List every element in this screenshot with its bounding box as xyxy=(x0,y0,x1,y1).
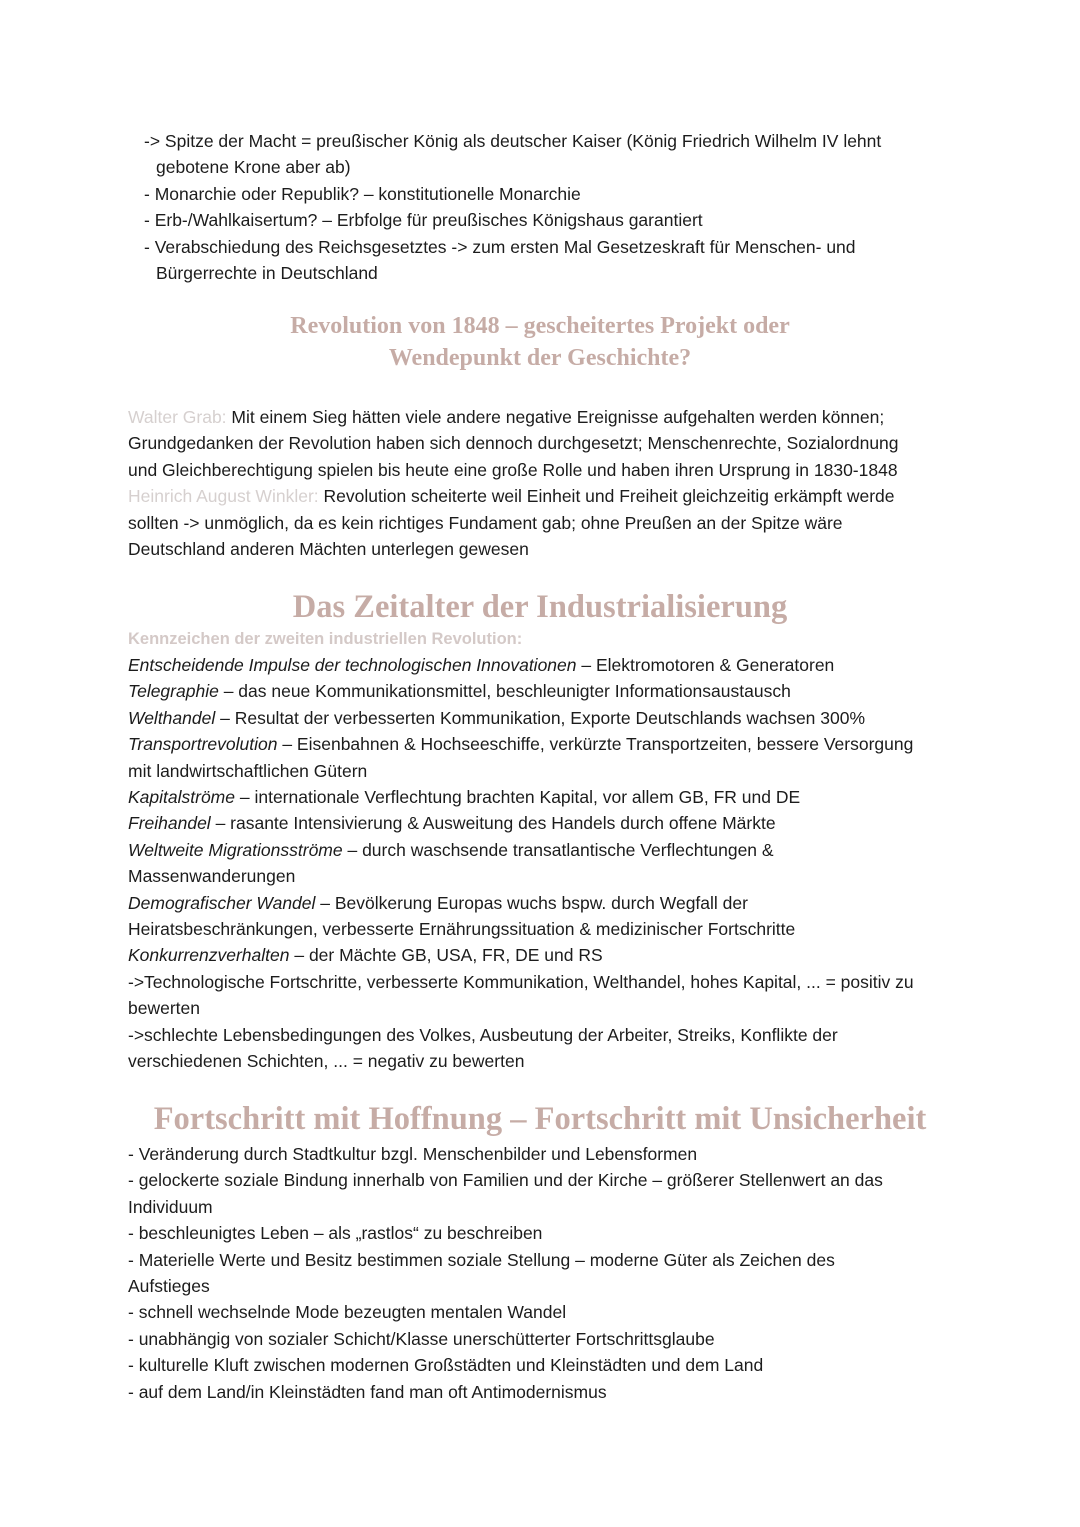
feature-text: – Bevölkerung Europas wuchs bspw. durch Wegfall der xyxy=(315,892,748,913)
progress-heading: Fortschritt mit Hoffnung – Fortschritt mit Unsicherheit xyxy=(153,1101,927,1137)
feature-line xyxy=(128,784,914,810)
historian-label-winkler: Heinrich August Winkler: xyxy=(128,486,319,507)
feature-line xyxy=(128,652,914,678)
industrial-subheading: Kennzeichen der zweiten industriellen Revolution: xyxy=(128,630,523,648)
winkler-paragraph-line: Deutschland anderen Mächten unterlegen gewesen xyxy=(128,539,529,560)
list-item: - unabhängig von sozialer Schicht/Klasse unerschütterter Fortschrittsglaube xyxy=(128,1328,715,1349)
feature-term: Konkurrenzverhalten xyxy=(128,945,290,966)
feature-text: Massenwanderungen xyxy=(128,866,296,887)
feature-line xyxy=(128,731,914,757)
summary-line: bewerten xyxy=(128,998,200,1019)
grab-paragraph-line xyxy=(128,404,899,430)
winkler-paragraph-line xyxy=(128,483,899,509)
list-item: - Materielle Werte und Besitz bestimmen soziale Stellung – moderne Güter als Zeichen des xyxy=(128,1249,835,1270)
feature-text: – das neue Kommunikationsmittel, beschleunigter Informationsaustausch xyxy=(218,681,791,702)
feature-line xyxy=(128,678,914,704)
historian-interpretations xyxy=(128,404,899,562)
list-item: - schnell wechselnde Mode bezeugten mentalen Wandel xyxy=(128,1302,567,1323)
list-item: - beschleunigtes Leben – als „rastlos“ zu beschreiben xyxy=(128,1223,543,1244)
grab-paragraph-line: Grundgedanken der Revolution haben sich dennoch durchgesetzt; Menschenrechte, Sozialordnung xyxy=(128,433,899,454)
grab-text: Mit einem Sieg hätten viele andere negative Ereignisse aufgehalten werden können; xyxy=(226,407,885,427)
list-item-continuation: gebotene Krone aber ab) xyxy=(156,157,351,178)
feature-text: – Elektromotoren & Generatoren xyxy=(576,655,835,675)
feature-text: – der Mächte GB, USA, FR, DE und RS xyxy=(289,945,603,966)
feature-term: Demografischer Wandel xyxy=(128,892,316,913)
feature-line xyxy=(128,942,914,968)
industrial-heading: Das Zeitalter der Industrialisierung xyxy=(292,589,788,625)
feature-term: Kapitalströme xyxy=(128,787,235,808)
feature-term: Telegraphie xyxy=(128,681,219,702)
feature-text: – internationale Verflechtung brachten Kapital, vor allem GB, FR und DE xyxy=(235,787,801,808)
feature-term: Freihandel xyxy=(128,813,211,834)
feature-term: Weltweite Migrationsströme xyxy=(128,839,343,860)
feature-term: Transportrevolution xyxy=(128,734,278,755)
feature-text: – rasante Intensivierung & Ausweitung des Handels durch offene Märkte xyxy=(210,813,776,834)
list-item-continuation: Individuum xyxy=(128,1196,213,1217)
grab-paragraph-line: und Gleichberechtigung spielen bis heute eine große Rolle und haben ihren Ursprung in 1830-1848 xyxy=(128,459,898,480)
feature-text: mit landwirtschaftlichen Gütern xyxy=(128,760,368,781)
feature-line xyxy=(128,916,914,942)
list-item: -> Spitze der Macht = preußischer König als deutscher Kaiser (König Friedrich Wilhelm IV lehnt xyxy=(144,131,882,151)
feature-line xyxy=(128,863,914,889)
historian-label-grab: Walter Grab: xyxy=(128,407,227,427)
feature-term: Welthandel xyxy=(128,707,216,728)
progress-list xyxy=(128,1141,883,1405)
feature-line xyxy=(128,890,914,916)
list-item: - kulturelle Kluft zwischen modernen Großstädten und Kleinstädten und dem Land xyxy=(128,1355,764,1376)
feature-line xyxy=(128,837,914,863)
feature-text: – Resultat der verbesserten Kommunikation, Exporte Deutschlands wachsen 300% xyxy=(215,707,866,728)
summary-line: ->Technologische Fortschritte, verbesserte Kommunikation, Welthandel, hohes Kapital, ... = positiv zu xyxy=(128,971,914,992)
feature-line xyxy=(128,810,914,836)
feature-text: Heiratsbeschränkungen, verbesserte Ernährungssituation & medizinischer Fortschritte xyxy=(128,919,796,940)
feature-line xyxy=(128,758,914,784)
list-item-continuation: Aufstieges xyxy=(128,1276,210,1297)
feature-text: – durch waschsende transatlantische Verflechtungen & xyxy=(342,839,774,860)
list-item: - Monarchie oder Republik? – konstitutionelle Monarchie xyxy=(144,183,581,204)
winkler-text: Revolution scheiterte weil Einheit und Freiheit gleichzeitig erkämpft werde xyxy=(318,486,895,507)
summary-line: ->schlechte Lebensbedingungen des Volkes, Ausbeutung der Arbeiter, Streiks, Konflikte der xyxy=(128,1024,838,1045)
feature-term: Entscheidende Impulse der technologischen Innovationen xyxy=(128,655,577,675)
list-item: - gelockerte soziale Bindung innerhalb von Familien und der Kirche – größerer Stellenwert an das xyxy=(128,1170,883,1191)
industrial-section xyxy=(128,626,914,1075)
revolution-heading-line: Revolution von 1848 – gescheitertes Projekt oder xyxy=(290,313,790,339)
feature-text: – Eisenbahnen & Hochseeschiffe, verkürzte Transportzeiten, bessere Versorgung xyxy=(277,734,914,755)
feature-line xyxy=(128,705,914,731)
list-item: - Veränderung durch Stadtkultur bzgl. Menschenbilder und Lebensformen xyxy=(128,1144,698,1164)
list-item: - Erb-/Wahlkaisertum? – Erbfolge für preußisches Königshaus garantiert xyxy=(144,210,703,231)
list-item: - auf dem Land/in Kleinstädten fand man oft Antimodernismus xyxy=(128,1381,607,1402)
list-item: - Verabschiedung des Reichsgesetztes -> zum ersten Mal Gesetzeskraft für Menschen- und xyxy=(144,236,856,257)
revolution-heading xyxy=(0,310,1080,374)
winkler-paragraph-line: sollten -> unmöglich, da es kein richtiges Fundament gab; ohne Preußen an der Spitze wäre xyxy=(128,512,843,533)
intro-list xyxy=(144,128,881,286)
revolution-heading-line: Wendepunkt der Geschichte? xyxy=(388,345,692,371)
list-item-continuation: Bürgerrechte in Deutschland xyxy=(156,263,378,284)
summary-line: verschiedenen Schichten, ... = negativ zu bewerten xyxy=(128,1051,525,1072)
